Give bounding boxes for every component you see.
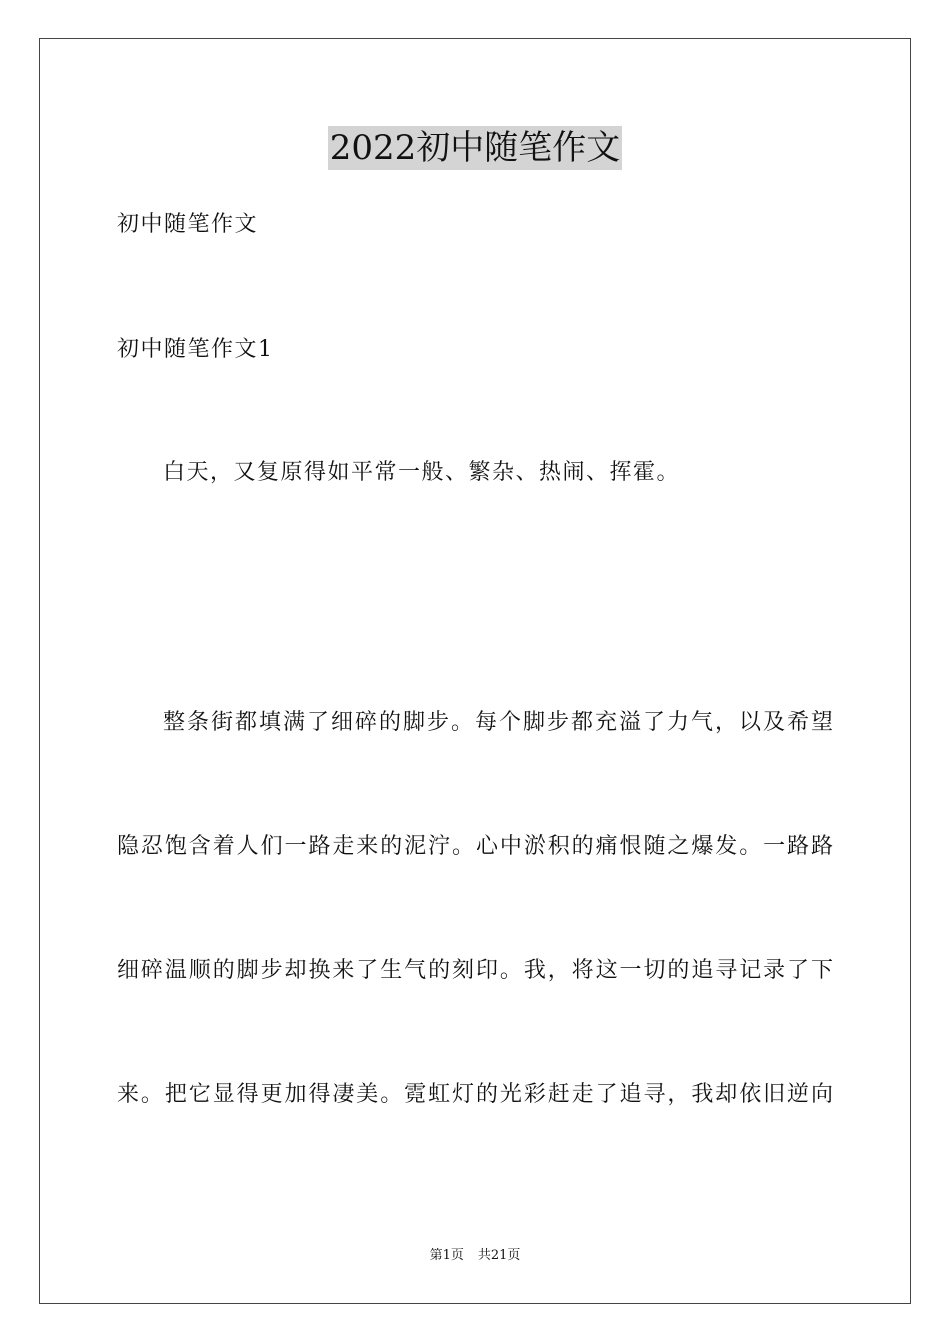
paragraph-1: 白天，又复原得如平常一般、繁杂、热闹、挥霍。 (163, 460, 681, 485)
document-title: 2022初中随笔作文 (329, 128, 621, 168)
paragraph-2-line-4: 来。把它显得更加得凄美。霓虹灯的光彩赶走了追寻，我却依旧逆向 (117, 1082, 833, 1107)
page-number: 第1页 (429, 1248, 464, 1263)
paragraph-2-line-1: 整条街都填满了细碎的脚步。每个脚步都充溢了力气，以及希望 (163, 710, 833, 735)
paragraph-2-line-3: 细碎温顺的脚步却换来了生气的刻印。我，将这一切的追寻记录了下 (117, 958, 833, 983)
page-total: 共21页 (477, 1248, 521, 1263)
paragraph-2-line-2: 隐忍饱含着人们一路走来的泥泞。心中淤积的痛恨随之爆发。一路路 (117, 834, 833, 859)
page-footer (0, 1247, 950, 1265)
section-heading: 初中随笔作文1 (117, 337, 274, 362)
document-subtitle: 初中随笔作文 (117, 212, 259, 237)
title-container (0, 126, 950, 170)
